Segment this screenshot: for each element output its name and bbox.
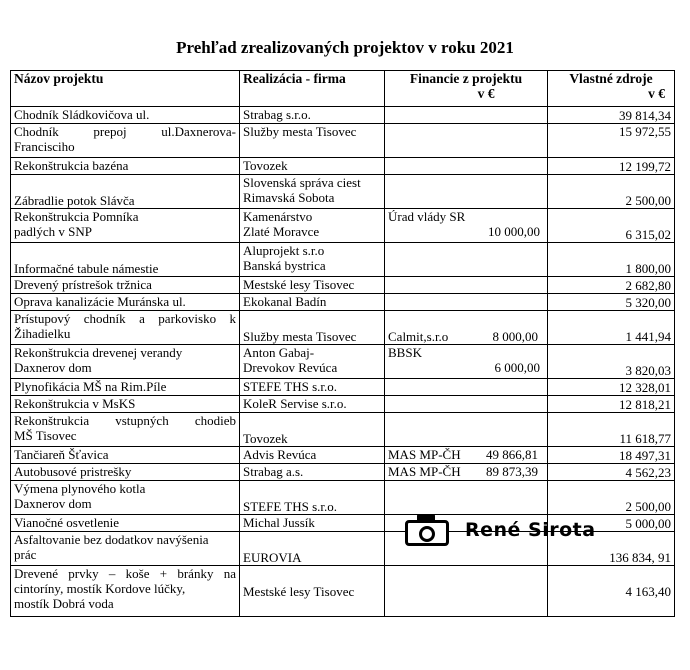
project-firm: EUROVIA <box>240 532 385 566</box>
project-firm: STEFE THS s.r.o. <box>240 379 385 396</box>
project-own: 2 500,00 <box>548 175 675 209</box>
project-own: 136 834, 91 <box>548 532 675 566</box>
project-name: Rekonštrukcia bazéna <box>11 158 240 175</box>
project-name: Drevené prvky – koše + bránky na cintoríny, mostík Kordove lúčky, mostík Dobrá voda <box>11 566 240 617</box>
watermark-text: René Sirota <box>465 519 596 541</box>
header-row <box>11 71 675 107</box>
project-name: Autobusové pristrešky <box>11 464 240 481</box>
project-own: 15 972,55 <box>548 124 675 158</box>
project-own: 5 320,00 <box>548 294 675 311</box>
project-name: Rekonštrukcia Pomníka padlých v SNP <box>11 209 240 243</box>
table-row <box>11 209 675 243</box>
project-firm: Strabag s.r.o. <box>240 107 385 124</box>
table-row <box>11 379 675 396</box>
table-row <box>11 124 675 158</box>
table-row <box>11 481 675 515</box>
project-name: Tančiareň Šťavica <box>11 447 240 464</box>
table-row <box>11 294 675 311</box>
project-finance <box>385 158 548 175</box>
header-finance: Financie z projektu v € <box>385 71 548 107</box>
project-name: Rekonštrukcia drevenej verandy Daxnerov dom <box>11 345 240 379</box>
header-name: Názov projektu <box>11 71 240 107</box>
page-title: Prehľad zrealizovaných projektov v roku 2021 <box>176 38 514 57</box>
project-firm: STEFE THS s.r.o. <box>240 481 385 515</box>
project-finance <box>385 175 548 209</box>
project-firm: Anton Gabaj- Drevokov Revúca <box>240 345 385 379</box>
project-own: 12 328,01 <box>548 379 675 396</box>
project-finance <box>385 107 548 124</box>
table-row <box>11 396 675 413</box>
table-row <box>11 464 675 481</box>
project-name: Oprava kanalizácie Muránska ul. <box>11 294 240 311</box>
project-finance: Úrad vlády SR 10 000,00 <box>385 209 548 243</box>
watermark <box>405 514 596 546</box>
table-row <box>11 175 675 209</box>
project-own: 5 000,00 <box>548 515 675 532</box>
project-firm: Advis Revúca <box>240 447 385 464</box>
project-finance <box>385 379 548 396</box>
project-finance <box>385 481 548 515</box>
project-name: Vianočné osvetlenie <box>11 515 240 532</box>
project-name: Asfaltovanie bez dodatkov navýšenia prác <box>11 532 240 566</box>
project-firm: Aluprojekt s.r.o Banská bystrica <box>240 243 385 277</box>
project-name: Výmena plynového kotla Daxnerov dom <box>11 481 240 515</box>
table-row <box>11 566 675 617</box>
project-firm: Tovozek <box>240 413 385 447</box>
project-own: 12 199,72 <box>548 158 675 175</box>
camera-icon <box>405 514 451 546</box>
project-name: Prístupový chodník a parkovisko k Žihadielku <box>11 311 240 345</box>
table-row <box>11 158 675 175</box>
project-firm: Služby mesta Tisovec <box>240 124 385 158</box>
project-finance: Calmit,s.r.o 8 000,00 <box>385 311 548 345</box>
table-row <box>11 277 675 294</box>
project-own: 3 820,03 <box>548 345 675 379</box>
project-firm: Michal Jussík <box>240 515 385 532</box>
project-own: 2 682,80 <box>548 277 675 294</box>
table-row <box>11 345 675 379</box>
project-finance <box>385 396 548 413</box>
project-own: 6 315,02 <box>548 209 675 243</box>
project-own: 4 562,23 <box>548 464 675 481</box>
project-firm: Kamenárstvo Zlaté Moravce <box>240 209 385 243</box>
project-finance <box>385 277 548 294</box>
project-own: 12 818,21 <box>548 396 675 413</box>
table-row <box>11 311 675 345</box>
project-name: Zábradlie potok Slávča <box>11 175 240 209</box>
table-row <box>11 447 675 464</box>
project-finance <box>385 243 548 277</box>
project-finance <box>385 413 548 447</box>
project-own: 1 441,94 <box>548 311 675 345</box>
project-finance: BBSK 6 000,00 <box>385 345 548 379</box>
project-firm: Mestské lesy Tisovec <box>240 277 385 294</box>
project-name: Chodník prepoj ul.Daxnerova- Francisciho <box>11 124 240 158</box>
project-finance <box>385 566 548 617</box>
project-name: Drevený prístrešok tržnica <box>11 277 240 294</box>
project-name: Rekonštrukcia v MsKS <box>11 396 240 413</box>
project-own: 11 618,77 <box>548 413 675 447</box>
table-row <box>11 107 675 124</box>
project-own: 1 800,00 <box>548 243 675 277</box>
project-name: Plynofikácia MŠ na Rim.Píle <box>11 379 240 396</box>
project-own: 39 814,34 <box>548 107 675 124</box>
header-firm: Realizácia - firma <box>240 71 385 107</box>
project-own: 4 163,40 <box>548 566 675 617</box>
project-firm: Mestské lesy Tisovec <box>240 566 385 617</box>
project-finance: MAS MP-ČH 49 866,81 <box>385 447 548 464</box>
table-row <box>11 243 675 277</box>
project-firm: Ekokanal Badín <box>240 294 385 311</box>
table-row <box>11 413 675 447</box>
header-own: Vlastné zdroje v € <box>548 71 675 107</box>
project-name: Informačné tabule námestie <box>11 243 240 277</box>
project-firm: KoleR Servise s.r.o. <box>240 396 385 413</box>
project-own: 2 500,00 <box>548 481 675 515</box>
project-firm: Slovenská správa ciest Rimavská Sobota <box>240 175 385 209</box>
project-finance: MAS MP-ČH 89 873,39 <box>385 464 548 481</box>
project-finance <box>385 294 548 311</box>
project-firm: Tovozek <box>240 158 385 175</box>
project-finance <box>385 124 548 158</box>
project-firm: Služby mesta Tisovec <box>240 311 385 345</box>
project-name: Chodník Sládkovičova ul. <box>11 107 240 124</box>
project-own: 18 497,31 <box>548 447 675 464</box>
project-firm: Strabag a.s. <box>240 464 385 481</box>
project-name: Rekonštrukcia vstupných chodieb MŠ Tisovec <box>11 413 240 447</box>
